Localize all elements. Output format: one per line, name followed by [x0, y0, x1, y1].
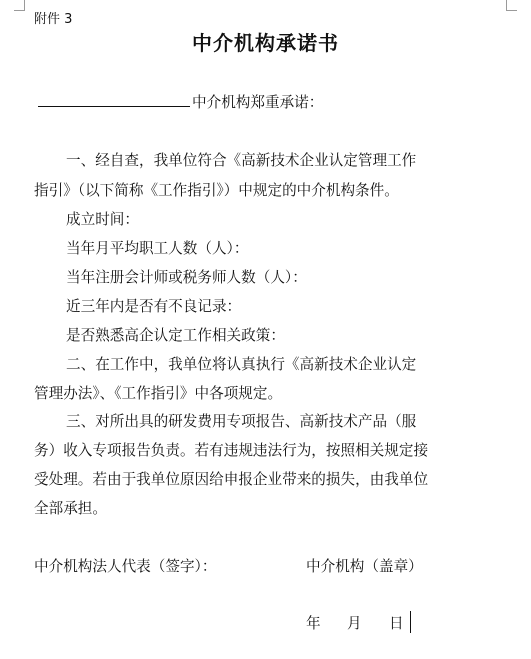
paragraph-2-line-1: 二、在工作中，我单位将认真执行《高新技术企业认定	[66, 356, 417, 373]
attachment-label: 附件 3	[34, 12, 73, 27]
paragraph-3-line-3: 受处理。若由于我单位原因给申报企业带来的损失，由我单位	[34, 471, 429, 488]
text-cursor	[410, 611, 411, 633]
paragraph-1-line-2: 指引》（以下简称《工作指引》）中规定的中介机构条件。	[34, 182, 399, 199]
field-bad-records: 近三年内是否有不良记录：	[66, 298, 242, 315]
paragraph-3-line-2: 务）收入专项报告负责。若有违规违法行为，按照相关规定接	[34, 442, 429, 459]
crop-mark-top-right	[506, 0, 517, 11]
fill-in-blank[interactable]	[38, 92, 190, 107]
paragraph-2-line-2: 管理办法》、《工作指引》中各项规定。	[34, 385, 283, 402]
field-avg-staff: 当年月平均职工人数（人）：	[66, 240, 249, 257]
paragraph-1-line-1: 一、经自查，我单位符合《高新技术企业认定管理工作	[66, 152, 417, 169]
field-accountants: 当年注册会计师或税务师人数（人）：	[66, 269, 307, 286]
legal-representative-signature: 中介机构法人代表（签字）：	[34, 558, 217, 575]
paragraph-3-line-4: 全部承担。	[34, 500, 107, 517]
date-month: 月	[347, 615, 362, 632]
salutation-line	[38, 92, 323, 113]
paragraph-3-line-1: 三、对所出具的研发费用专项报告、高新技术产品（服	[66, 413, 417, 430]
date-year: 年	[306, 615, 321, 632]
crop-mark-top-left	[14, 0, 25, 11]
date-day: 日	[389, 615, 404, 632]
field-familiar-policy: 是否熟悉高企认定工作相关政策：	[66, 327, 285, 344]
document-title: 中介机构承诺书	[192, 31, 339, 55]
salutation-text: 中介机构郑重承诺：	[192, 94, 324, 111]
agency-seal: 中介机构（盖章）	[306, 558, 423, 575]
field-founded: 成立时间：	[66, 211, 139, 228]
